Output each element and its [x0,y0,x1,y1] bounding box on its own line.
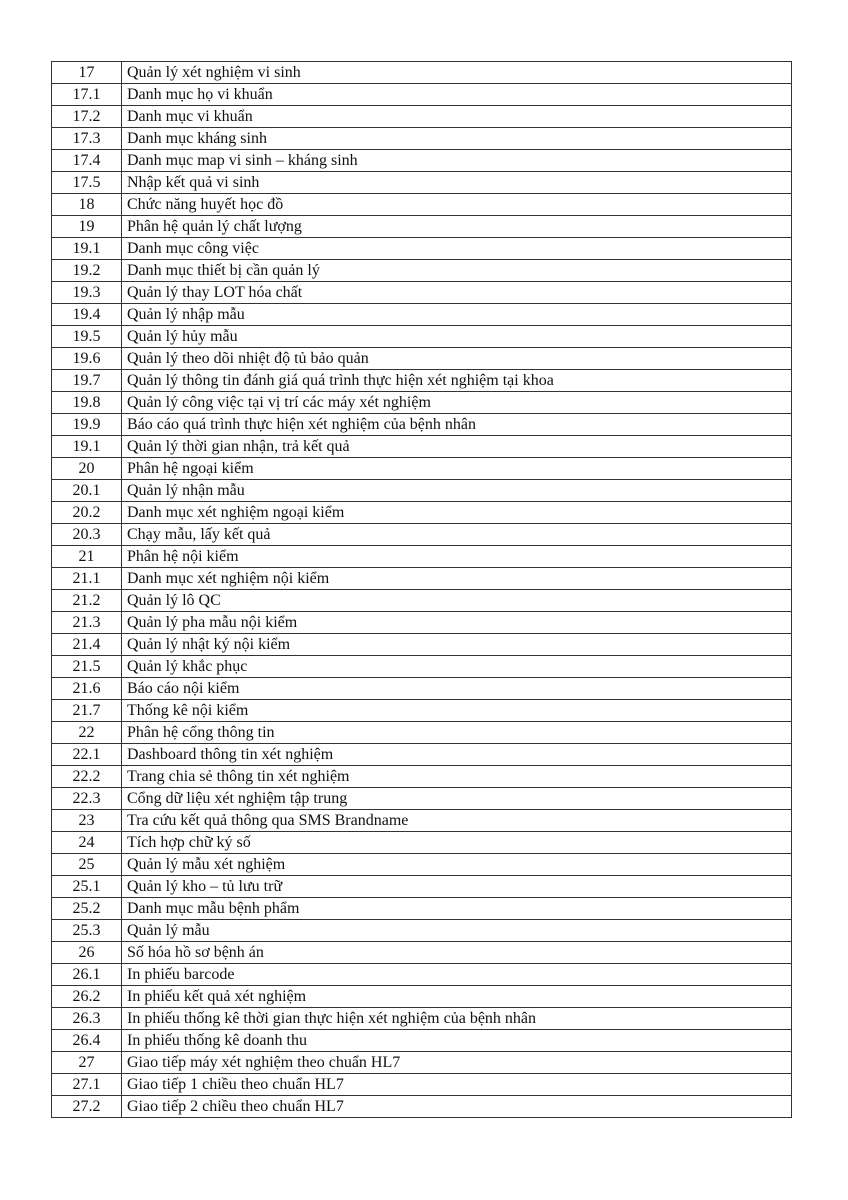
table-row [52,1030,792,1052]
table-row [52,854,792,876]
row-number-cell: 27.2 [52,1096,122,1118]
row-name-cell: Quản lý pha mẫu nội kiểm [122,612,792,634]
table-row [52,194,792,216]
row-name-cell: Danh mục vi khuẩn [122,106,792,128]
table-row [52,326,792,348]
row-number-cell: 21.1 [52,568,122,590]
table-row [52,832,792,854]
row-number-cell: 27 [52,1052,122,1074]
table-row [52,150,792,172]
table-row [52,744,792,766]
row-name-cell: Nhập kết quả vi sinh [122,172,792,194]
row-name-cell: Giao tiếp 1 chiều theo chuẩn HL7 [122,1074,792,1096]
row-name-cell: Danh mục map vi sinh – kháng sinh [122,150,792,172]
table-row [52,590,792,612]
row-name-cell: Quản lý mẫu xét nghiệm [122,854,792,876]
table-row [52,766,792,788]
row-number-cell: 20.3 [52,524,122,546]
row-name-cell: Quản lý mẫu [122,920,792,942]
row-number-cell: 17.4 [52,150,122,172]
row-name-cell: Phân hệ ngoại kiểm [122,458,792,480]
row-number-cell: 21 [52,546,122,568]
table-row [52,62,792,84]
row-name-cell: Thống kê nội kiểm [122,700,792,722]
row-number-cell: 19 [52,216,122,238]
table-row [52,370,792,392]
table-row [52,84,792,106]
table-row [52,810,792,832]
row-number-cell: 20.1 [52,480,122,502]
table-row [52,458,792,480]
row-number-cell: 22 [52,722,122,744]
table-row [52,414,792,436]
row-name-cell: In phiếu thống kê thời gian thực hiện xét nghiệm của bệnh nhân [122,1008,792,1030]
row-number-cell: 21.6 [52,678,122,700]
row-number-cell: 22.1 [52,744,122,766]
row-name-cell: Quản lý thay LOT hóa chất [122,282,792,304]
row-name-cell: Số hóa hồ sơ bệnh án [122,942,792,964]
row-number-cell: 21.7 [52,700,122,722]
row-name-cell: Quản lý thời gian nhận, trả kết quả [122,436,792,458]
row-name-cell: Danh mục xét nghiệm ngoại kiểm [122,502,792,524]
row-number-cell: 23 [52,810,122,832]
table-row [52,216,792,238]
feature-table [51,61,792,1118]
row-number-cell: 20 [52,458,122,480]
row-name-cell: Phân hệ quản lý chất lượng [122,216,792,238]
row-name-cell: Cổng dữ liệu xét nghiệm tập trung [122,788,792,810]
table-row [52,1052,792,1074]
table-row [52,986,792,1008]
row-number-cell: 18 [52,194,122,216]
row-name-cell: Danh mục kháng sinh [122,128,792,150]
table-row [52,282,792,304]
row-name-cell: Quản lý hủy mẫu [122,326,792,348]
table-row [52,304,792,326]
table-row [52,128,792,150]
row-number-cell: 26.4 [52,1030,122,1052]
row-number-cell: 17.3 [52,128,122,150]
row-number-cell: 21.4 [52,634,122,656]
row-name-cell: Chức năng huyết học đồ [122,194,792,216]
row-number-cell: 19.2 [52,260,122,282]
row-number-cell: 19.7 [52,370,122,392]
row-number-cell: 22.3 [52,788,122,810]
row-number-cell: 26.3 [52,1008,122,1030]
table-row [52,1008,792,1030]
row-number-cell: 26 [52,942,122,964]
row-name-cell: Quản lý kho – tủ lưu trữ [122,876,792,898]
row-number-cell: 27.1 [52,1074,122,1096]
row-name-cell: In phiếu kết quả xét nghiệm [122,986,792,1008]
table-row [52,876,792,898]
row-name-cell: Quản lý nhật ký nội kiểm [122,634,792,656]
row-number-cell: 20.2 [52,502,122,524]
row-name-cell: Quản lý theo dõi nhiệt độ tủ bảo quản [122,348,792,370]
table-row [52,172,792,194]
table-row [52,546,792,568]
table-row [52,612,792,634]
row-name-cell: Danh mục xét nghiệm nội kiểm [122,568,792,590]
row-number-cell: 21.2 [52,590,122,612]
table-row [52,502,792,524]
row-name-cell: Dashboard thông tin xét nghiệm [122,744,792,766]
row-number-cell: 25 [52,854,122,876]
row-number-cell: 19.8 [52,392,122,414]
row-name-cell: Quản lý khắc phục [122,656,792,678]
row-number-cell: 19.5 [52,326,122,348]
row-number-cell: 19.1 [52,436,122,458]
table-row [52,436,792,458]
table-row [52,788,792,810]
row-number-cell: 17.1 [52,84,122,106]
row-name-cell: In phiếu barcode [122,964,792,986]
row-number-cell: 19.3 [52,282,122,304]
row-number-cell: 25.1 [52,876,122,898]
table-row [52,348,792,370]
table-row [52,1074,792,1096]
row-number-cell: 25.2 [52,898,122,920]
table-row [52,634,792,656]
table-row [52,106,792,128]
row-name-cell: Quản lý xét nghiệm vi sinh [122,62,792,84]
row-name-cell: Giao tiếp 2 chiều theo chuẩn HL7 [122,1096,792,1118]
row-number-cell: 17.5 [52,172,122,194]
row-name-cell: Quản lý nhận mẫu [122,480,792,502]
row-number-cell: 26.2 [52,986,122,1008]
feature-table-body [52,62,792,1118]
table-row [52,722,792,744]
row-name-cell: Phân hệ nội kiểm [122,546,792,568]
row-number-cell: 21.5 [52,656,122,678]
table-row [52,480,792,502]
table-row [52,942,792,964]
row-name-cell: Quản lý nhập mẫu [122,304,792,326]
row-number-cell: 21.3 [52,612,122,634]
row-name-cell: Danh mục thiết bị cần quản lý [122,260,792,282]
row-name-cell: In phiếu thống kê doanh thu [122,1030,792,1052]
table-row [52,392,792,414]
table-row [52,1096,792,1118]
row-name-cell: Quản lý lô QC [122,590,792,612]
row-number-cell: 17 [52,62,122,84]
row-name-cell: Giao tiếp máy xét nghiệm theo chuẩn HL7 [122,1052,792,1074]
table-row [52,568,792,590]
table-row [52,898,792,920]
row-name-cell: Danh mục công việc [122,238,792,260]
row-name-cell: Danh mục mẫu bệnh phẩm [122,898,792,920]
row-name-cell: Quản lý công việc tại vị trí các máy xét nghiệm [122,392,792,414]
row-number-cell: 19.6 [52,348,122,370]
row-number-cell: 19.9 [52,414,122,436]
row-name-cell: Phân hệ cổng thông tin [122,722,792,744]
row-number-cell: 19.4 [52,304,122,326]
row-number-cell: 19.1 [52,238,122,260]
row-number-cell: 25.3 [52,920,122,942]
row-number-cell: 22.2 [52,766,122,788]
table-row [52,964,792,986]
row-name-cell: Tra cứu kết quả thông qua SMS Brandname [122,810,792,832]
row-name-cell: Tích hợp chữ ký số [122,832,792,854]
table-row [52,700,792,722]
row-name-cell: Báo cáo nội kiểm [122,678,792,700]
table-row [52,920,792,942]
row-name-cell: Trang chia sẻ thông tin xét nghiệm [122,766,792,788]
table-row [52,524,792,546]
row-number-cell: 26.1 [52,964,122,986]
row-number-cell: 17.2 [52,106,122,128]
row-name-cell: Danh mục họ vi khuẩn [122,84,792,106]
table-row [52,656,792,678]
row-name-cell: Báo cáo quá trình thực hiện xét nghiệm của bệnh nhân [122,414,792,436]
table-row [52,678,792,700]
row-name-cell: Chạy mẫu, lấy kết quả [122,524,792,546]
row-name-cell: Quản lý thông tin đánh giá quá trình thực hiện xét nghiệm tại khoa [122,370,792,392]
row-number-cell: 24 [52,832,122,854]
table-row [52,238,792,260]
table-row [52,260,792,282]
